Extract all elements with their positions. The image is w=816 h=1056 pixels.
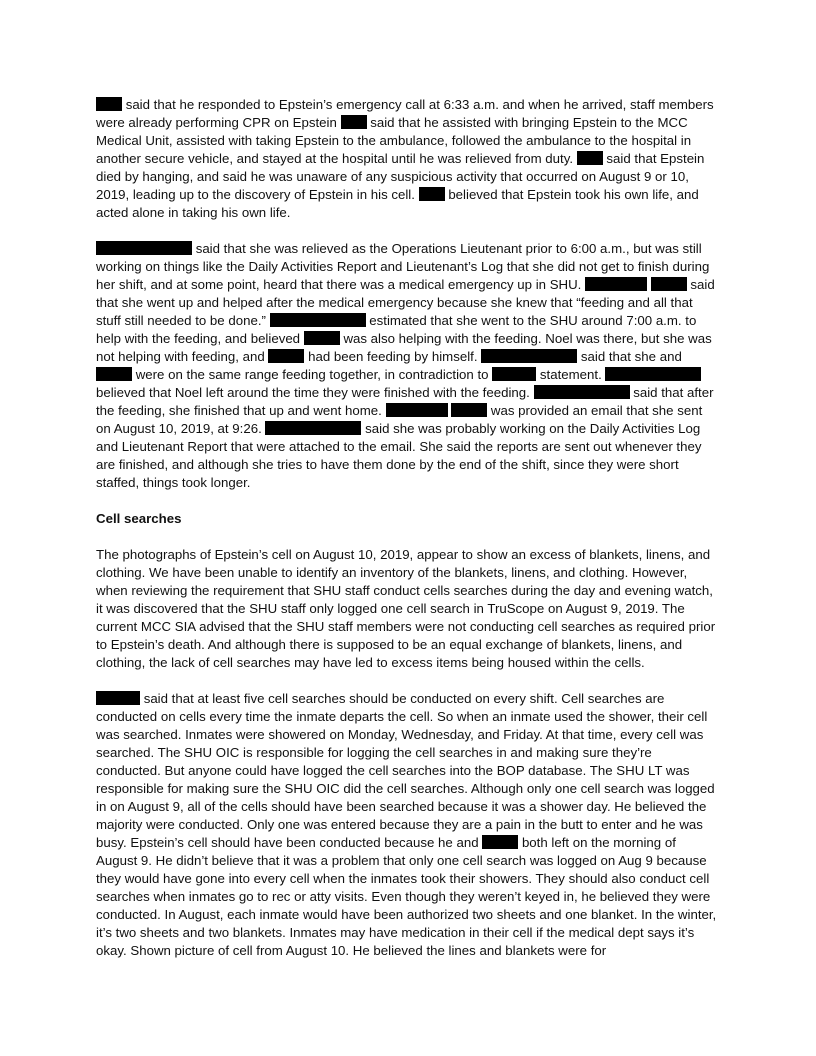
text-segment: said that at least five cell searches should be conducted on every shift. Cell searches are conducted on cells every time the inmate departs the cell. So when an inmate used the shower, their cell was searched. Inmates were showered on Monday, Wednesday, and Friday. At that time, every cell was searched. The SHU OIC is responsible for logging the cell searches in and making sure they’re conducted. But anyone could have logged the cell searches into the BOP database. The SHU LT was responsible for making sure the SHU OIC did the cell searches. Although only one cell search was logged in on August 9, all of the cells should have been searched because it was a shower day. He believed the majority were conducted. Only one was entered because they are a pain in the butt to enter and he was busy. Epstein’s cell should have been conducted because he and [96,691,715,850]
redaction-block [481,349,577,363]
text-segment: estimated that she went to the SHU around 7:00 a.m. to help with the feeding, and believed [96,313,697,346]
redaction-block [482,835,518,849]
redaction-block [534,385,630,399]
redaction-block [492,367,536,381]
redaction-block [451,403,487,417]
document-body [96,96,720,960]
redaction-block [651,277,687,291]
redaction-block [304,331,340,345]
paragraph-cell-search-statement [96,690,720,960]
redaction-block [96,97,122,111]
redaction-block [341,115,367,129]
redaction-block [96,367,132,381]
redaction-block [270,313,366,327]
text-segment: were on the same range feeding together, in contradiction to [135,367,489,382]
paragraph-lieutenant-statement [96,240,720,492]
text-segment: said she was probably working on the Daily Activities Log and Lieutenant Report that were attached to the email. She said the reports are sent out whenever they are finished, and although she tries to have them done by the end of the shift, since they were short staffed, things took longer. [96,421,702,490]
paragraph-responder-statement [96,96,720,222]
section-heading-cell-searches: Cell searches [96,511,182,526]
redaction-block [419,187,445,201]
text-segment: believed that Epstein took his own life, and acted alone in taking his own life. [96,187,699,220]
text-segment: was provided an email that she sent on August 10, 2019, at 9:26. [96,403,703,436]
text-segment: said that he responded to Epstein’s emergency call at 6:33 a.m. and when he arrived, staff members were already performing CPR on Epstein [96,97,714,130]
redaction-block [577,151,603,165]
redaction-block [265,421,361,435]
text-segment: statement. [539,367,602,382]
text-segment: said that she and [580,349,682,364]
redaction-block [268,349,304,363]
text-segment: had been feeding by himself. [308,349,478,364]
text-segment: said that he assisted with bringing Epstein to the MCC Medical Unit, assisted with taking Epstein to the ambulance, followed the ambulance to the hospital in another secure vehicle, and stayed at the hospital until he was relieved from duty. [96,115,692,166]
text-segment: said that after the feeding, she finished that up and went home. [96,385,714,418]
text-segment: both left on the morning of August 9. He didn’t believe that it was a problem that only one cell search was logged on Aug 9 because they would have gone into every cell when the inmates took their showers. They should also conduct cell searches when inmates go to rec or atty visits. Even though they weren’t keyed in, he believed they were conducted. In August, each inmate would have been authorized two sheets and one blanket. In the winter, it’s two sheets and two blankets. Inmates may have medication in their cell if the medical dept says it’s okay. Shown picture of cell from August 10. He believed the lines and blankets were for [96,835,717,958]
text-segment: said that she was relieved as the Operations Lieutenant prior to 6:00 a.m., but was still working on things like the Daily Activities Report and Lieutenant’s Log that she did not get to finish during her shift, and at some point, heard that there was a medical emergency up in SHU. [96,241,710,292]
redaction-block [386,403,448,417]
redaction-block [96,241,192,255]
text-segment: was also helping with the feeding. Noel was there, but she was not helping with feeding, and [96,331,712,364]
text-segment: said that Epstein died by hanging, and said he was unaware of any suspicious activity that occurred on August 9 or 10, 2019, leading up to the discovery of Epstein in his cell. [96,151,705,202]
redaction-block [585,277,647,291]
text-segment: said that she went up and helped after the medical emergency because she knew that “feeding and all that stuff still needed to be done.” [96,277,715,328]
redaction-block [605,367,701,381]
text-segment: believed that Noel left around the time they were finished with the feeding. [96,385,530,400]
paragraph-cell-photographs: The photographs of Epstein’s cell on August 10, 2019, appear to show an excess of blankets, linens, and clothing. We have been unable to identify an inventory of the blankets, linens, and clothing. However, when reviewing the requirement that SHU staff conduct cells searches during the day and evening watch, it was discovered that the SHU staff only logged one cell search in TruScope on August 9, 2019. The current MCC SIA advised that the SHU staff members were not conducting cell searches as required prior to Epstein’s death. And although there is supposed to be an equal exchange of blankets, linens, and clothing, the lack of cell searches may have led to excess items being housed within the cells. [96,547,716,670]
redaction-block [96,691,140,705]
